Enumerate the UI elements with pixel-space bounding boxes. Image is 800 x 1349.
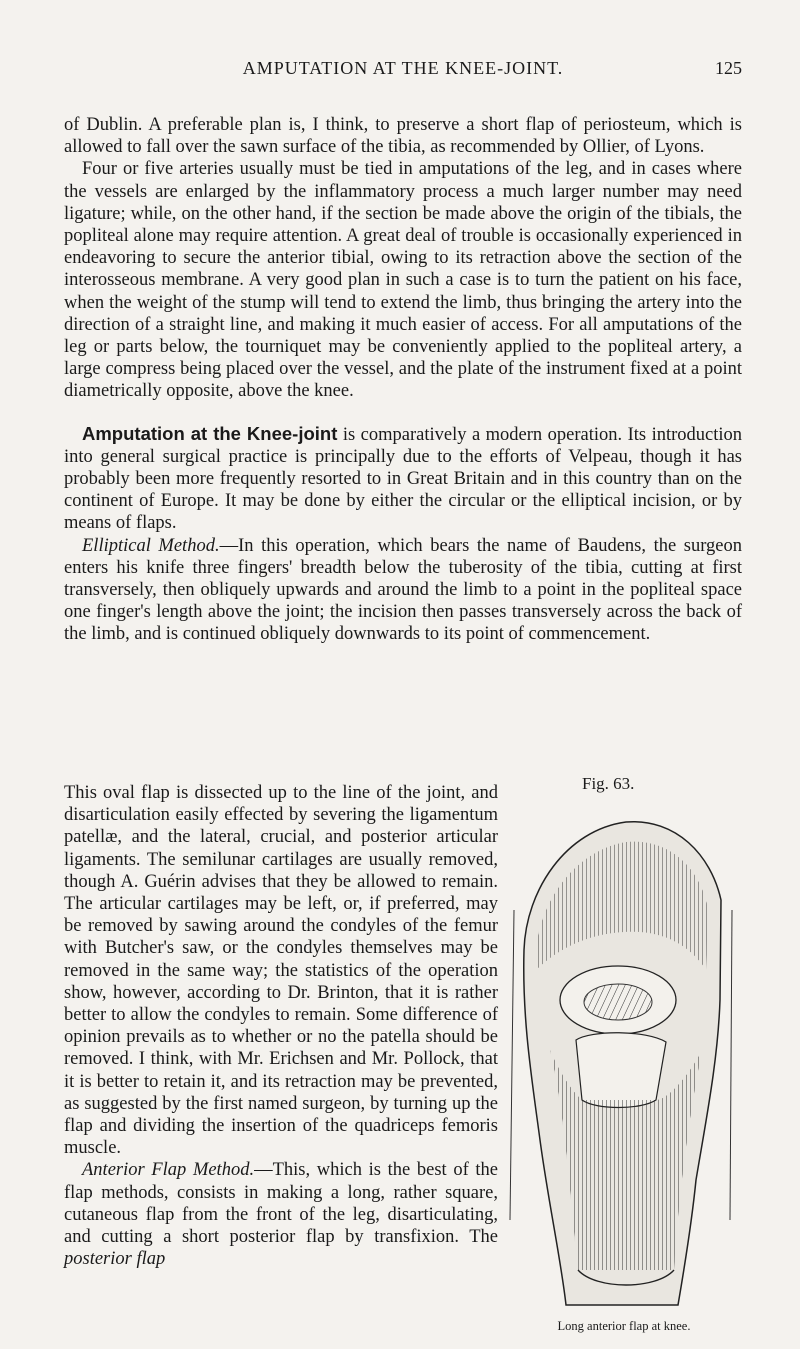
knee-flap-illustration xyxy=(506,800,742,1315)
tibia-section xyxy=(576,1033,666,1108)
subheading-elliptical-method: Elliptical Method. xyxy=(82,535,220,556)
paragraph-4 xyxy=(64,535,742,646)
section-heading-knee-joint: Amputation at the Knee-joint xyxy=(82,422,338,444)
paragraph-4-continued: This oval flap is dissected up to the line of the joint, and disarticulation easily effected by severing the ligamentum patellæ, and the lateral, crucial, and posterior articular ligaments. The semilunar cartilages are usually removed, though A. Guérin advises that they be allowed to remain. The articular cartilages may be left, or, if preferred, may be removed by sawing around the condyles of the femur with Butcher's saw, or the condyles themselves may be removed in the same way; the statistics of the operation show, however, according to Dr. Brinton, that it is rather better to allow the condyles to remain. Some difference of opinion prevails as to whether or no the patella should be removed. I think, with Mr. Erichsen and Mr. Pollock, that it is better to retain it, and its retraction may be prevented, as suggested by the first named surgeon, by turning up the flap and dividing the insertion of the quadriceps femoris muscle. xyxy=(64,783,498,1159)
paragraph-5 xyxy=(64,1159,498,1270)
figure-caption: Long anterior flap at knee. xyxy=(557,1319,691,1333)
paragraph-5-text: —This, which is the best of the flap methods, consists in making a long, rather square, cutaneous flap from the front of the leg, disarticulating, and cutting a short posterior flap by transfixion. The xyxy=(64,1160,498,1248)
body-text-full-width xyxy=(64,114,742,646)
paragraph-1: of Dublin. A preferable plan is, I think, to preserve a short flap of periosteum, which is allowed to fall over the sawn surface of the tibia, as recommended by Ollier, of Lyons. xyxy=(64,115,742,158)
running-header xyxy=(64,58,742,84)
page-number: 125 xyxy=(715,58,742,78)
running-title: AMPUTATION AT THE KNEE-JOINT. xyxy=(242,58,564,78)
subheading-anterior-flap-method: Anterior Flap Method. xyxy=(82,1160,255,1181)
condyle-inner xyxy=(584,984,652,1020)
paragraph-4-text: —In this operation, which bears the name of Baudens, the surgeon enters his knife three fingers' breadth below the tuberosity of the tibia, cutting at first transversely, then obliquely upwards and around the limb to a point in the popliteal space one finger's length above the joint; the incision then passes transversely across the back of the limb, and is continued obliquely downwards to its point of commencement. xyxy=(64,535,742,645)
paragraph-3-text: is comparatively a modern operation. Its introduction into general surgical practice is principally due to the efforts of Velpeau, though it has probably been more frequently resorted to in Great Britain and in this country than on the continent of Europe. It may be done by either the circular or the elliptical incision, or by means of flaps. xyxy=(64,424,742,534)
paragraph-2: Four or five arteries usually must be tied in amputations of the leg, and in cases where the vessels are enlarged by the inflammatory process a much larger number may need ligature; while, on the other hand, if the section be made above the origin of the tibials, the popliteal alone may require attention. A great deal of trouble is occasionally experienced in endeavoring to secure the anterior tibial, owing to its retraction above the section of the interosseous membrane. A very good plan in such a case is to turn the patient on his face, when the weight of the stump will tend to extend the limb, thus bringing the artery into the direction of a straight line, and making it much easier of access. For all amputations of the leg or parts below, the tourniquet may be conveniently applied to the popliteal artery, a large compress being placed over the vessel, and the plate of the instrument fixed at a point diametrically opposite, above the knee. xyxy=(64,159,742,402)
italic-posterior-flap: posterior flap xyxy=(64,1249,166,1270)
body-text-wrapped xyxy=(64,782,498,1270)
figure-label: Fig. 63. xyxy=(582,774,635,793)
figure-63 xyxy=(506,774,742,1334)
paragraph-3 xyxy=(64,423,742,535)
